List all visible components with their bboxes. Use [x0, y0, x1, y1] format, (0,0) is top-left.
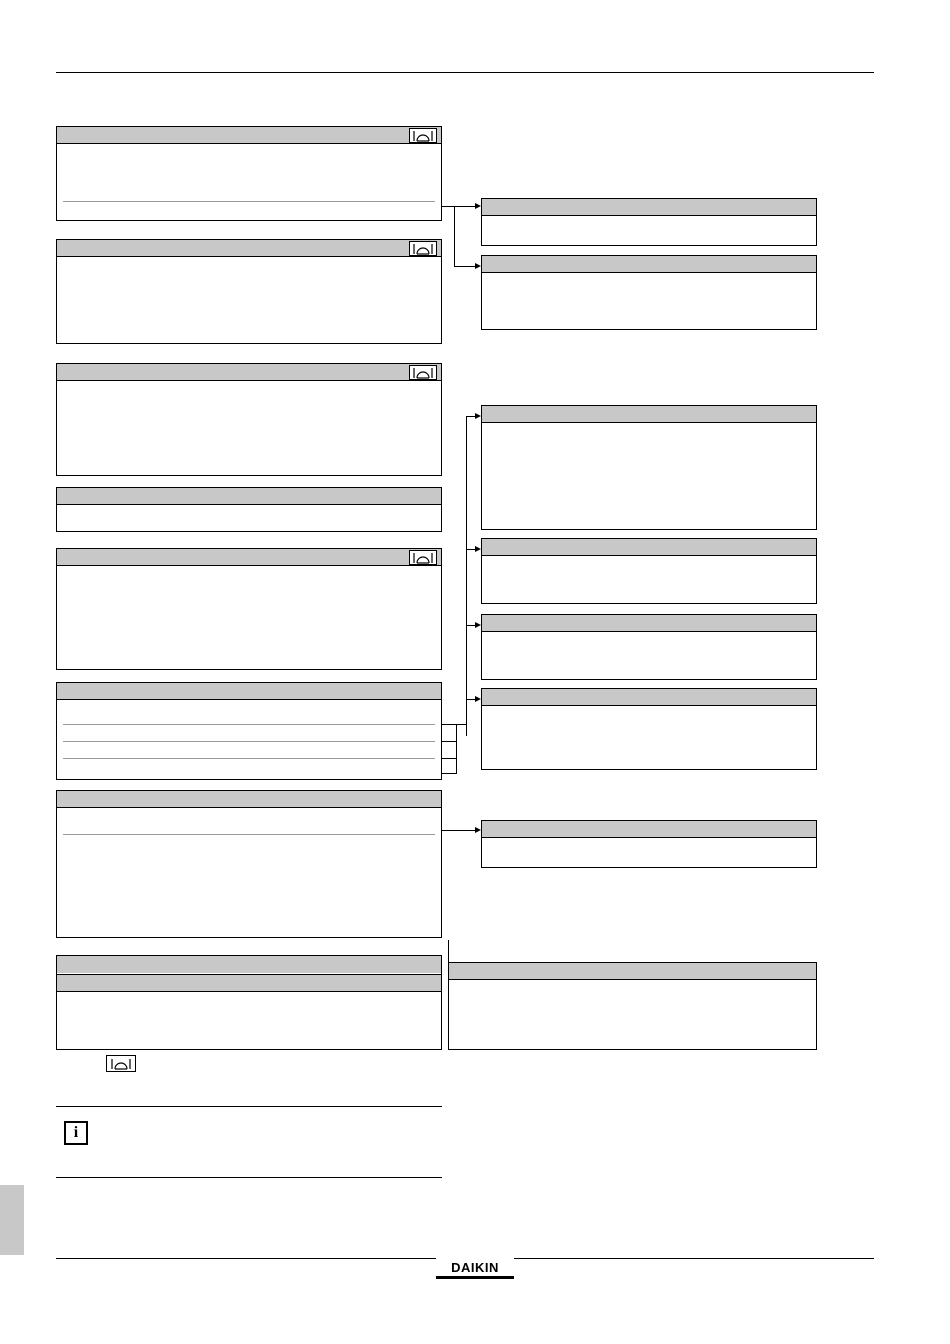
list-item[interactable] [63, 202, 435, 215]
connector-arrow [475, 696, 481, 702]
info-note-bottom-rule [56, 1177, 442, 1178]
menu-box-4-body [57, 505, 441, 531]
connector-arrow [475, 413, 481, 419]
connector-arrow [475, 263, 481, 269]
detail-box-4-title [482, 539, 816, 556]
menu-box-9-body [57, 992, 441, 1049]
detail-box-1-title [482, 199, 816, 216]
list-item[interactable] [63, 708, 435, 725]
connector-line [454, 206, 455, 266]
menu-box-7-body [57, 808, 441, 937]
menu-arc-icon [409, 128, 437, 143]
menu-box-1-title [57, 127, 441, 144]
list-item[interactable] [63, 260, 435, 340]
menu-box-1-body [57, 144, 441, 220]
menu-box-8[interactable] [56, 955, 442, 974]
list-item[interactable] [63, 835, 435, 935]
connector-line [454, 266, 475, 267]
list-item[interactable] [63, 817, 435, 835]
menu-box-6-body [57, 700, 441, 779]
menu-box-2-body [57, 257, 441, 343]
menu-box-9[interactable] [56, 974, 442, 1050]
connector-line [466, 625, 475, 626]
list-item[interactable] [488, 219, 810, 244]
connector-line [454, 206, 475, 207]
detail-box-2[interactable] [481, 255, 817, 330]
detail-box-8[interactable] [448, 962, 817, 1050]
menu-box-1[interactable] [56, 126, 442, 221]
connector-arrow [475, 546, 481, 552]
menu-box-7[interactable] [56, 790, 442, 938]
detail-box-1-body [482, 216, 816, 245]
detail-box-8-body [449, 980, 816, 1049]
connector-arrow [475, 622, 481, 628]
detail-box-1[interactable] [481, 198, 817, 246]
list-item[interactable] [63, 759, 435, 776]
list-item[interactable] [63, 569, 435, 666]
menu-box-4[interactable] [56, 487, 442, 532]
detail-box-2-body [482, 273, 816, 329]
list-item[interactable] [63, 995, 435, 1046]
connector-line [466, 416, 475, 417]
menu-box-2[interactable] [56, 239, 442, 344]
list-item[interactable] [488, 841, 810, 866]
detail-box-5-body [482, 632, 816, 679]
connector-line [466, 549, 475, 550]
menu-box-9-title [57, 975, 441, 992]
menu-box-3-title [57, 364, 441, 381]
list-item[interactable] [63, 147, 435, 189]
list-item[interactable] [63, 508, 435, 530]
menu-box-5-body [57, 566, 441, 669]
menu-box-5-title [57, 549, 441, 566]
connector-line [442, 758, 456, 759]
menu-box-6-title [57, 683, 441, 700]
daikin-logo-underline [436, 1276, 514, 1279]
detail-box-5[interactable] [481, 614, 817, 680]
legend-menu-arc-icon [106, 1055, 136, 1072]
detail-box-6-body [482, 706, 816, 769]
menu-arc-icon [409, 550, 437, 565]
detail-box-5-title [482, 615, 816, 632]
info-icon: i [64, 1121, 88, 1145]
menu-box-2-title [57, 240, 441, 257]
list-item[interactable] [63, 725, 435, 742]
detail-box-7-title [482, 821, 816, 838]
detail-box-7-body [482, 838, 816, 867]
list-item[interactable] [488, 635, 810, 677]
menu-arc-icon [409, 365, 437, 380]
menu-box-6[interactable] [56, 682, 442, 780]
menu-arc-icon [409, 241, 437, 256]
connector-line [442, 206, 454, 207]
connector-line [442, 724, 466, 725]
daikin-logo: DAIKIN [436, 1258, 514, 1276]
list-item[interactable] [63, 189, 435, 202]
info-note [56, 1106, 442, 1178]
detail-box-6-title [482, 689, 816, 706]
list-item[interactable] [488, 276, 810, 326]
list-item[interactable] [488, 709, 810, 767]
menu-box-8-title [57, 956, 441, 973]
connector-line [456, 724, 457, 774]
connector-line [466, 416, 467, 736]
menu-box-4-title [57, 488, 441, 505]
connector-line [442, 741, 456, 742]
menu-box-3[interactable] [56, 363, 442, 476]
connector-line [442, 773, 456, 774]
list-item[interactable] [488, 559, 810, 601]
info-note-top-rule [56, 1106, 442, 1107]
menu-box-3-body [57, 381, 441, 475]
detail-box-3-title [482, 406, 816, 423]
menu-box-5[interactable] [56, 548, 442, 670]
list-item[interactable] [455, 983, 810, 1047]
list-item[interactable] [63, 742, 435, 759]
connector-line [442, 830, 475, 831]
list-item[interactable] [488, 426, 810, 526]
connector-arrow [475, 203, 481, 209]
detail-box-3[interactable] [481, 405, 817, 530]
detail-box-3-body [482, 423, 816, 529]
detail-box-6[interactable] [481, 688, 817, 770]
detail-box-4[interactable] [481, 538, 817, 604]
column-divider [448, 940, 449, 1050]
connector-arrow [475, 827, 481, 833]
connector-line [466, 699, 475, 700]
list-item[interactable] [63, 384, 435, 472]
header-rule [56, 72, 874, 73]
page-tab [0, 1185, 24, 1255]
detail-box-7[interactable] [481, 820, 817, 868]
detail-box-2-title [482, 256, 816, 273]
detail-box-8-title [449, 963, 816, 980]
detail-box-4-body [482, 556, 816, 603]
menu-box-7-title [57, 791, 441, 808]
